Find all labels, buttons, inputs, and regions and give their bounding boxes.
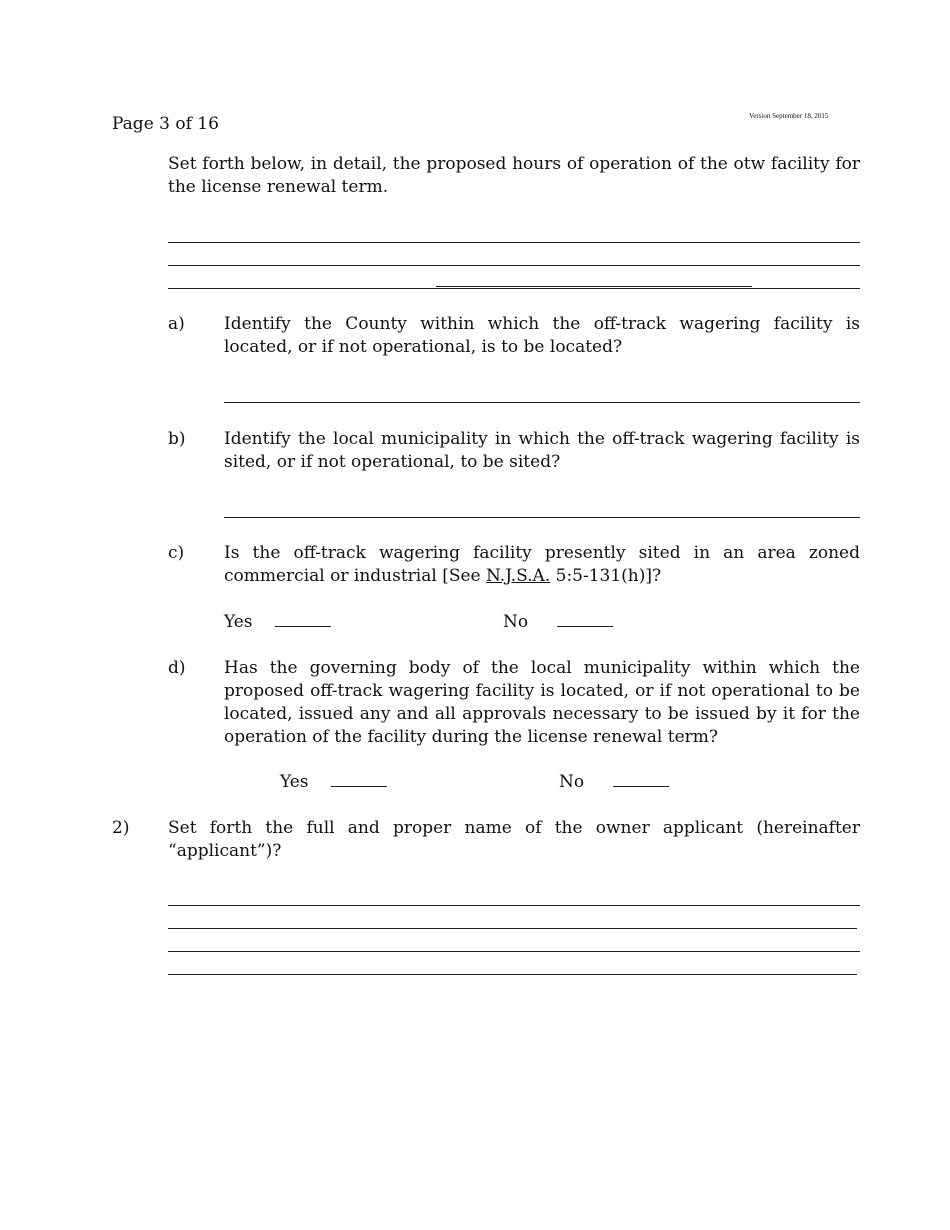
question-c-yes-blank[interactable] [275, 612, 331, 627]
applicant-answer-line[interactable] [168, 974, 857, 975]
question-b-text: Identify the local municipality in which the off-track wagering facility is sited, or if not operational, to be sited? [224, 429, 860, 472]
statute-citation: N.J.S.A. [486, 566, 551, 586]
question-d-no-label: No [559, 772, 585, 792]
question-d-no-blank[interactable] [613, 772, 669, 787]
question-d-text: Has the governing body of the local municipality within which the proposed off-track wagering facility is located, or if not operational to be located, issued any and all approvals necessary to be issued by it for the operation of the facility during the license renewal term? [224, 658, 860, 747]
question-c-text-after: 5:5-131(h)]? [550, 566, 662, 586]
question-c-text-before: Is the off-track wagering facility presently sited in an area zoned commercial or industrial [See [224, 543, 860, 586]
page-number: Page 3 of 16 [112, 114, 219, 134]
intro-text: Set forth below, in detail, the proposed hours of operation of the otw facility for the license renewal term. [168, 154, 860, 197]
version-label: Version September 18, 2015 [749, 112, 829, 120]
applicant-answer-line[interactable] [168, 905, 860, 906]
question-d-yes-label: Yes [280, 772, 309, 792]
question-b-answer-line[interactable] [224, 517, 860, 518]
question-d-yes [280, 771, 387, 794]
question-a-label: a) [168, 314, 185, 334]
question-b-label: b) [168, 429, 186, 449]
applicant-answer-line[interactable] [168, 928, 857, 929]
question-c-yes [224, 611, 331, 634]
question-c-yes-label: Yes [224, 612, 253, 632]
intro-answer-line[interactable] [168, 288, 860, 289]
question-d-yes-blank[interactable] [331, 772, 387, 787]
question-c-text [224, 542, 860, 588]
section-2-text: Set forth the full and proper name of the owner applicant (hereinafter “applicant”)? [168, 818, 860, 861]
intro-answer-line[interactable] [168, 242, 860, 243]
question-d-label: d) [168, 658, 186, 678]
intro-answer-line [436, 286, 752, 287]
applicant-answer-line[interactable] [168, 951, 860, 952]
section-2-number: 2) [112, 818, 130, 838]
question-c-no [503, 611, 613, 634]
question-a-text: Identify the County within which the off-track wagering facility is located, or if not operational, is to be located? [224, 314, 860, 357]
question-c-no-blank[interactable] [557, 612, 613, 627]
question-a-answer-line[interactable] [224, 402, 860, 403]
question-c-label: c) [168, 543, 185, 563]
intro-answer-line[interactable] [168, 265, 860, 266]
question-c-no-label: No [503, 612, 529, 632]
question-d-no [559, 771, 669, 794]
